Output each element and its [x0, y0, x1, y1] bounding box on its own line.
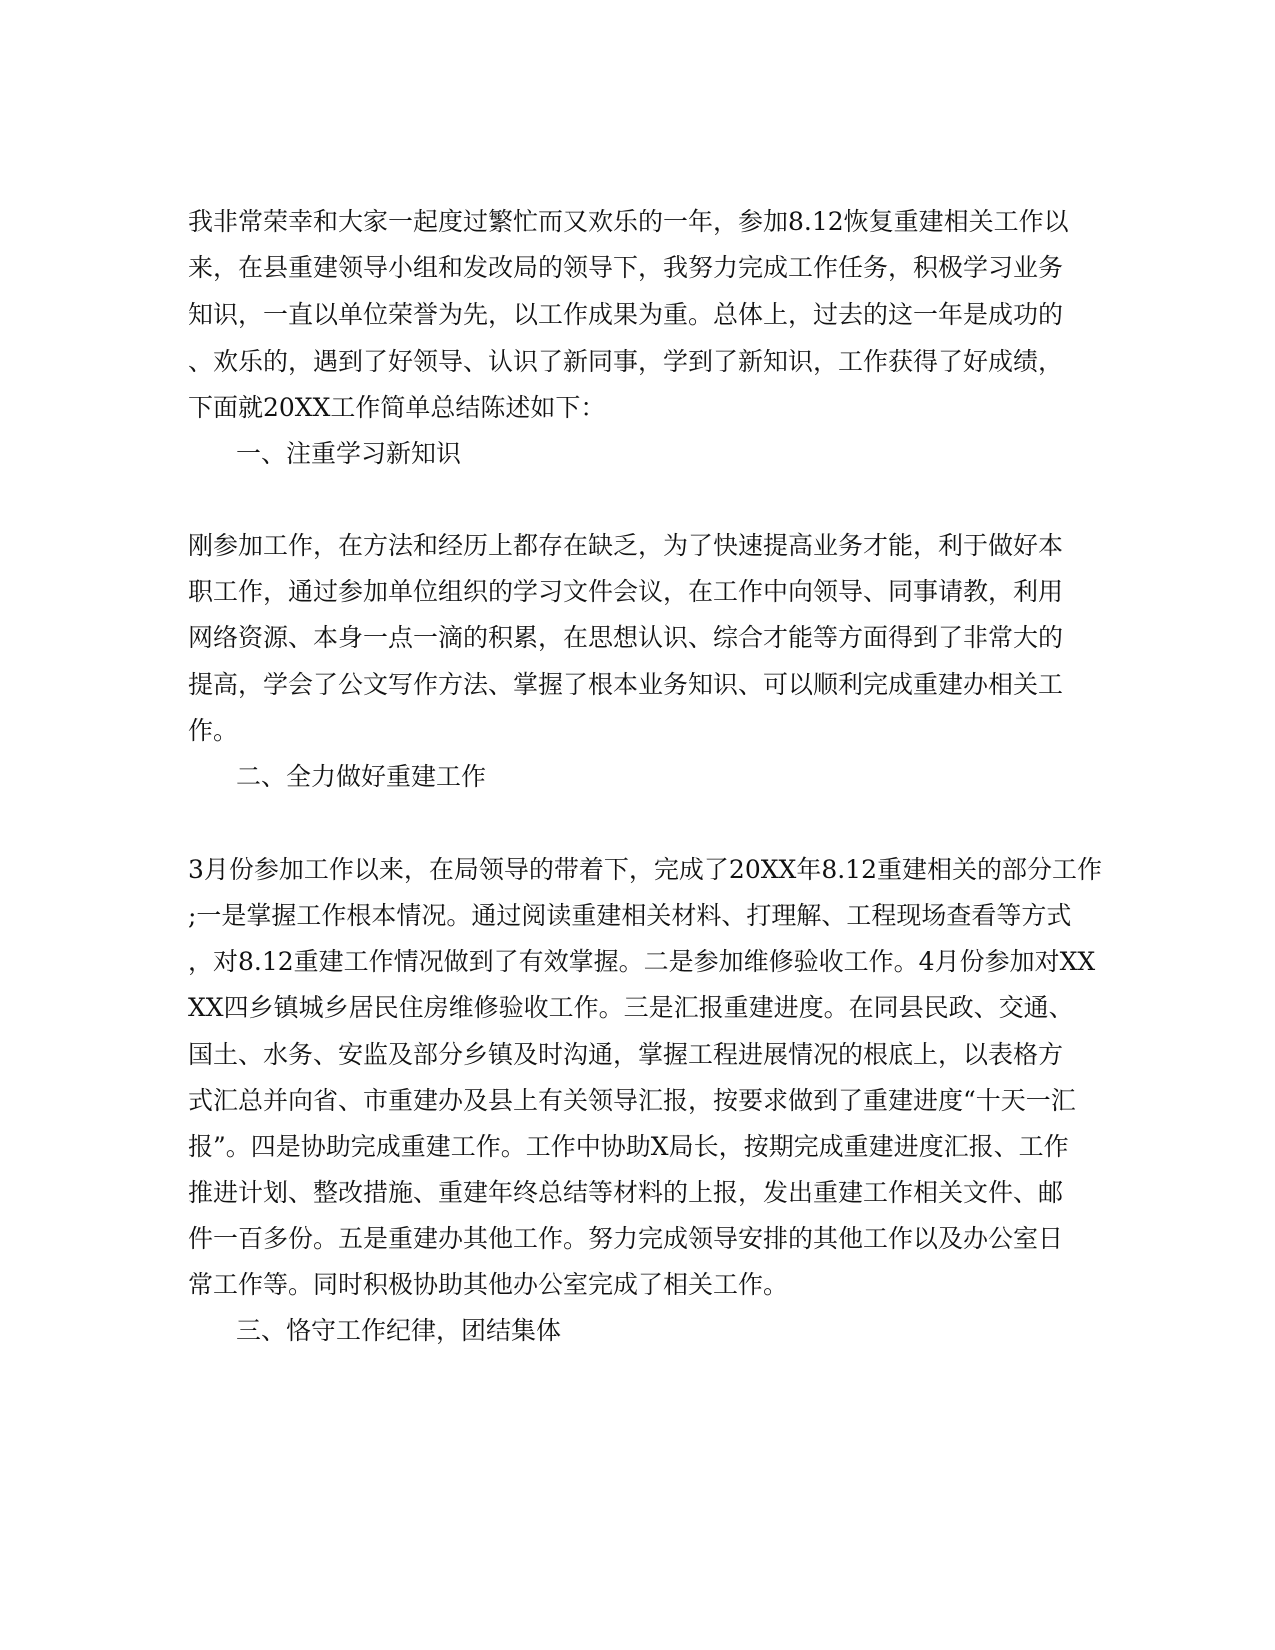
section1-line-4: 提高，学会了公文写作方法、掌握了根本业务知识、可以顺利完成重建办相关工 [188, 670, 1064, 699]
section2-line-8: 推进计划、整改措施、重建年终总结等材料的上报，发出重建工作相关文件、邮 [188, 1178, 1064, 1207]
section2-line-7: 报”。四是协助完成重建工作。工作中协助X局长，按期完成重建进度汇报、工作 [188, 1132, 1069, 1161]
section2-line-1: 3月份参加工作以来，在局领导的带着下，完成了20XX年8.12重建相关的部分工作 [188, 855, 1102, 884]
section2-line-10: 常工作等。同时积极协助其他办公室完成了相关工作。 [188, 1270, 789, 1299]
section2-heading: 二、全力做好重建工作 [236, 762, 487, 791]
section1-line-2: 职工作，通过参加单位组织的学习文件会议，在工作中向领导、同事请教，利用 [188, 577, 1064, 606]
section1-line-5: 作。 [188, 716, 239, 745]
intro-line-1: 我非常荣幸和大家一起度过繁忙而又欢乐的一年，参加8.12恢复重建相关工作以 [188, 207, 1069, 236]
section1-heading: 一、注重学习新知识 [236, 439, 462, 468]
section2-line-6: 式汇总并向省、市重建办及县上有关领导汇报，按要求做到了重建进度“十天一汇 [188, 1086, 1076, 1115]
section3-heading: 三、恪守工作纪律，团结集体 [236, 1316, 562, 1345]
section2-line-4: XX四乡镇城乡居民住房维修验收工作。三是汇报重建进度。在同县民政、交通、 [188, 993, 1074, 1022]
section2-line-9: 件一百多份。五是重建办其他工作。努力完成领导安排的其他工作以及办公室日 [188, 1224, 1064, 1253]
intro-line-4: 、欢乐的，遇到了好领导、认识了新同事，学到了新知识，工作获得了好成绩， [188, 347, 1064, 376]
intro-line-5: 下面就20XX工作简单总结陈述如下： [188, 393, 606, 422]
section1-line-3: 网络资源、本身一点一滴的积累，在思想认识、综合才能等方面得到了非常大的 [188, 623, 1064, 652]
section2-line-5: 国土、水务、安监及部分乡镇及时沟通，掌握工程进展情况的根底上，以表格方 [188, 1040, 1064, 1069]
section2-line-2: ;一是掌握工作根本情况。通过阅读重建相关材料、打理解、工程现场查看等方式 [188, 901, 1072, 930]
intro-line-3: 知识，一直以单位荣誉为先，以工作成果为重。总体上，过去的这一年是成功的 [188, 300, 1064, 329]
section1-line-1: 刚参加工作，在方法和经历上都存在缺乏，为了快速提高业务才能，利于做好本 [188, 531, 1064, 560]
intro-line-2: 来，在县重建领导小组和发改局的领导下，我努力完成工作任务，积极学习业务 [188, 253, 1064, 282]
section2-line-3: ，对8.12重建工作情况做到了有效掌握。二是参加维修验收工作。4月份参加对XX [188, 947, 1096, 976]
